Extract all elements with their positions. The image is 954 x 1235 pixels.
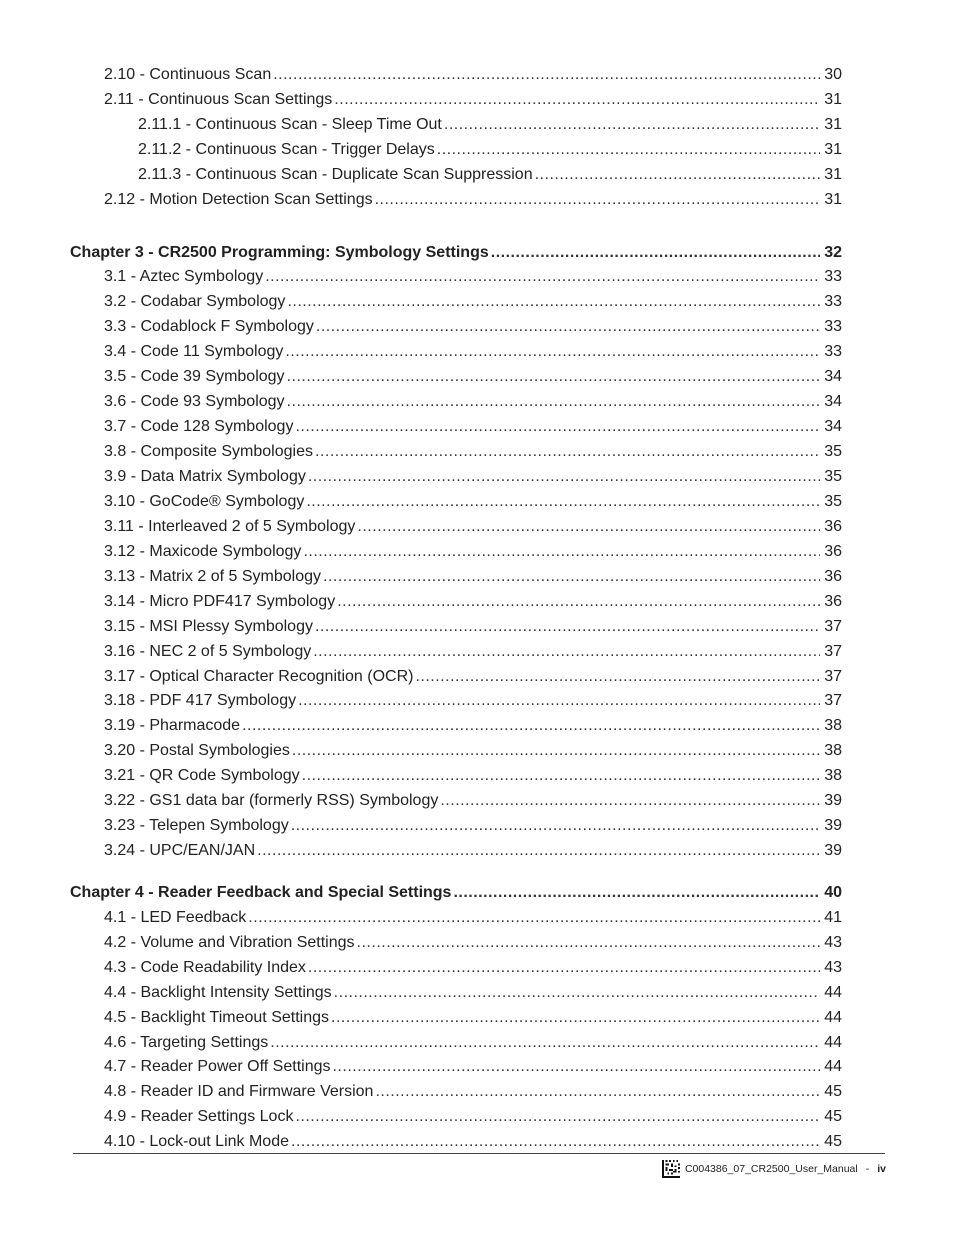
dot-leader xyxy=(375,1081,820,1103)
dot-leader xyxy=(287,366,821,388)
toc-entry-title: 3.20 - Postal Symbologies xyxy=(104,742,290,759)
toc-entry-title: 4.1 - LED Feedback xyxy=(104,909,247,926)
toc-entry-page: 37 xyxy=(824,692,842,709)
toc-entry-page: 34 xyxy=(824,368,842,385)
toc-entry-title: 4.2 - Volume and Vibration Settings xyxy=(104,934,355,951)
toc-entry[interactable] xyxy=(104,815,842,837)
toc-entry-page: 31 xyxy=(824,191,842,208)
toc-entry-page: 43 xyxy=(824,934,842,951)
toc-entry[interactable] xyxy=(104,715,842,737)
toc-entry[interactable] xyxy=(104,541,842,563)
toc-entry[interactable] xyxy=(104,1081,842,1103)
toc-entry-page: 35 xyxy=(824,468,842,485)
toc-entry-title: 2.10 - Continuous Scan xyxy=(104,66,272,83)
dot-leader xyxy=(415,666,820,688)
toc-entry-title: 4.10 - Lock-out Link Mode xyxy=(104,1133,289,1150)
toc-entry-title: 3.21 - QR Code Symbology xyxy=(104,767,300,784)
dot-leader xyxy=(291,815,820,837)
toc-entry-title: 3.10 - GoCode® Symbology xyxy=(104,493,305,510)
toc-entry-title: 3.8 - Composite Symbologies xyxy=(104,443,313,460)
dot-leader xyxy=(316,316,820,338)
toc-entry-page: 44 xyxy=(824,984,842,1001)
toc-entry[interactable] xyxy=(104,366,842,388)
dot-leader xyxy=(334,89,820,111)
toc-entry[interactable] xyxy=(104,790,842,812)
dot-leader xyxy=(273,64,820,86)
footer-divider xyxy=(73,1153,885,1154)
toc-entry-title: 3.5 - Code 39 Symbology xyxy=(104,368,285,385)
dot-leader xyxy=(257,840,820,862)
toc-entry-title: 3.23 - Telepen Symbology xyxy=(104,817,289,834)
dot-leader xyxy=(375,189,821,211)
toc-entry-title: 4.7 - Reader Power Off Settings xyxy=(104,1058,331,1075)
dot-leader xyxy=(291,1131,820,1153)
toc-entry[interactable] xyxy=(104,666,842,688)
dot-leader xyxy=(308,957,820,979)
dot-leader xyxy=(315,441,820,463)
toc-entry[interactable] xyxy=(104,441,842,463)
dot-leader xyxy=(440,790,820,812)
toc-entry-title: 2.11.2 - Continuous Scan - Trigger Delays xyxy=(138,141,435,158)
toc-entry-title: 4.9 - Reader Settings Lock xyxy=(104,1108,294,1125)
toc-entry-title: 2.11 - Continuous Scan Settings xyxy=(104,91,333,108)
toc-entry[interactable] xyxy=(104,1131,842,1153)
toc-entry-page: 44 xyxy=(824,1058,842,1075)
toc-entry[interactable] xyxy=(104,416,842,438)
toc-entry-page: 35 xyxy=(824,493,842,510)
toc-entry-page: 31 xyxy=(824,141,842,158)
toc-entry-page: 38 xyxy=(824,767,842,784)
toc-entry-title: 3.1 - Aztec Symbology xyxy=(104,268,264,285)
dot-leader xyxy=(437,139,820,161)
toc-entry-title: 3.19 - Pharmacode xyxy=(104,717,241,734)
dot-leader xyxy=(357,932,821,954)
toc-entry-title: 3.22 - GS1 data bar (formerly RSS) Symbology xyxy=(104,792,439,809)
document-id: C004386_07_CR2500_User_Manual xyxy=(684,1163,858,1175)
toc-entry-page: 39 xyxy=(824,792,842,809)
toc-entry[interactable] xyxy=(104,516,842,538)
toc-entry-title: 3.18 - PDF 417 Symbology xyxy=(104,692,297,709)
dot-leader xyxy=(303,541,820,563)
toc-entry-page: 36 xyxy=(824,518,842,535)
toc-entry-title: 4.3 - Code Readability Index xyxy=(104,959,306,976)
dot-leader xyxy=(270,1032,820,1054)
toc-entry-page: 33 xyxy=(824,268,842,285)
toc-entry-title: 3.17 - Optical Character Recognition (OCR) xyxy=(104,668,414,685)
toc-entry-title: Chapter 4 - Reader Feedback and Special Settings xyxy=(70,884,452,901)
dot-leader xyxy=(287,291,820,313)
dot-leader xyxy=(331,1007,820,1029)
dot-leader xyxy=(306,491,820,513)
toc-entry-title: 3.14 - Micro PDF417 Symbology xyxy=(104,593,336,610)
toc-entry[interactable] xyxy=(104,690,842,712)
toc-entry[interactable] xyxy=(104,591,842,613)
dot-leader xyxy=(287,391,821,413)
toc-entry[interactable] xyxy=(104,391,842,413)
toc-entry-page: 40 xyxy=(824,884,842,901)
dot-leader xyxy=(302,765,821,787)
page-number: iv xyxy=(877,1163,886,1175)
toc-entry[interactable] xyxy=(104,1106,842,1128)
dot-leader xyxy=(313,641,820,663)
toc-entry-page: 41 xyxy=(824,909,842,926)
toc-entry-title: 3.15 - MSI Plessy Symbology xyxy=(104,618,313,635)
dot-leader xyxy=(265,266,820,288)
toc-entry-title: 3.3 - Codablock F Symbology xyxy=(104,318,314,335)
toc-entry[interactable] xyxy=(104,266,842,288)
toc-entry-title: 3.13 - Matrix 2 of 5 Symbology xyxy=(104,568,321,585)
toc-entry[interactable] xyxy=(104,982,842,1004)
dot-leader xyxy=(332,1056,820,1078)
toc-entry-title: 3.2 - Codabar Symbology xyxy=(104,293,286,310)
toc-entry-page: 34 xyxy=(824,418,842,435)
toc-entry-page: 31 xyxy=(824,116,842,133)
toc-entry-title: 3.16 - NEC 2 of 5 Symbology xyxy=(104,643,312,660)
toc-entry[interactable] xyxy=(104,641,842,663)
dot-leader xyxy=(334,982,821,1004)
toc-entry-title: 3.6 - Code 93 Symbology xyxy=(104,393,285,410)
toc-entry-page: 33 xyxy=(824,343,842,360)
page-footer xyxy=(662,1160,886,1178)
toc-entry-page: 44 xyxy=(824,1009,842,1026)
dot-leader xyxy=(308,466,820,488)
dot-leader xyxy=(285,341,820,363)
toc-entry-page: 34 xyxy=(824,393,842,410)
toc-entry-title: 2.11.1 - Continuous Scan - Sleep Time Out xyxy=(138,116,442,133)
toc-entry[interactable] xyxy=(104,765,842,787)
toc-entry-page: 36 xyxy=(824,543,842,560)
toc-entry[interactable] xyxy=(104,1032,842,1054)
toc-entry-page: 37 xyxy=(824,618,842,635)
toc-entry-page: 33 xyxy=(824,318,842,335)
toc-entry[interactable] xyxy=(104,189,842,211)
dot-leader xyxy=(248,907,820,929)
toc-entry[interactable] xyxy=(104,291,842,313)
toc-entry-title: 3.12 - Maxicode Symbology xyxy=(104,543,302,560)
dot-leader xyxy=(298,690,820,712)
toc-entry-page: 38 xyxy=(824,717,842,734)
dot-leader xyxy=(444,114,820,136)
toc-entry-page: 45 xyxy=(824,1133,842,1150)
dot-leader xyxy=(357,516,820,538)
toc-entry-title: 4.6 - Targeting Settings xyxy=(104,1034,269,1051)
toc-entry-title: 4.4 - Backlight Intensity Settings xyxy=(104,984,332,1001)
toc-entry[interactable] xyxy=(104,957,842,979)
dot-leader xyxy=(453,882,820,904)
toc-entry-page: 38 xyxy=(824,742,842,759)
toc-entry[interactable] xyxy=(138,139,842,161)
toc-entry-title: 3.7 - Code 128 Symbology xyxy=(104,418,294,435)
dot-leader xyxy=(337,591,820,613)
toc-entry[interactable] xyxy=(104,932,842,954)
dot-leader xyxy=(295,416,820,438)
toc-entry[interactable] xyxy=(104,740,842,762)
toc-entry[interactable] xyxy=(104,491,842,513)
toc-entry-title: 4.5 - Backlight Timeout Settings xyxy=(104,1009,329,1026)
toc-entry-page: 30 xyxy=(824,66,842,83)
toc-chapter-entry[interactable] xyxy=(70,242,842,264)
toc-entry[interactable] xyxy=(104,1056,842,1078)
dot-leader xyxy=(292,740,820,762)
toc-entry[interactable] xyxy=(138,164,842,186)
toc-entry-title: 3.9 - Data Matrix Symbology xyxy=(104,468,306,485)
toc-entry-page: 43 xyxy=(824,959,842,976)
toc-entry-title: 3.11 - Interleaved 2 of 5 Symbology xyxy=(104,518,356,535)
toc-entry-page: 44 xyxy=(824,1034,842,1051)
toc-entry[interactable] xyxy=(104,89,842,111)
toc-entry-page: 39 xyxy=(824,817,842,834)
toc-entry[interactable] xyxy=(138,114,842,136)
toc-entry-title: 3.24 - UPC/EAN/JAN xyxy=(104,842,256,859)
toc-entry[interactable] xyxy=(104,566,842,588)
dot-leader xyxy=(315,616,820,638)
toc-entry-title: 3.4 - Code 11 Symbology xyxy=(104,343,284,360)
toc-entry[interactable] xyxy=(104,840,842,862)
toc-entry-page: 32 xyxy=(824,244,842,261)
toc-chapter-entry[interactable] xyxy=(70,882,842,904)
toc-entry[interactable] xyxy=(104,316,842,338)
toc-entry-page: 37 xyxy=(824,643,842,660)
footer-separator: - xyxy=(865,1163,870,1175)
dot-leader xyxy=(491,242,820,264)
dot-leader xyxy=(535,164,821,186)
dot-leader xyxy=(295,1106,820,1128)
dot-leader xyxy=(323,566,820,588)
toc-entry-page: 31 xyxy=(824,166,842,183)
toc-entry-page: 39 xyxy=(824,842,842,859)
toc-entry-page: 37 xyxy=(824,668,842,685)
toc-entry-title: 4.8 - Reader ID and Firmware Version xyxy=(104,1083,374,1100)
toc-entry-page: 35 xyxy=(824,443,842,460)
toc-entry[interactable] xyxy=(104,1007,842,1029)
toc-entry-title: Chapter 3 - CR2500 Programming: Symbology Settings xyxy=(70,244,489,261)
toc-entry[interactable] xyxy=(104,616,842,638)
toc-entry[interactable] xyxy=(104,341,842,363)
toc-entry-page: 33 xyxy=(824,293,842,310)
toc-entry[interactable] xyxy=(104,466,842,488)
toc-entry-title: 2.12 - Motion Detection Scan Settings xyxy=(104,191,373,208)
toc-entry-page: 45 xyxy=(824,1108,842,1125)
toc-entry-page: 45 xyxy=(824,1083,842,1100)
toc-entry-page: 36 xyxy=(824,568,842,585)
toc-entry-title: 2.11.3 - Continuous Scan - Duplicate Scan Suppression xyxy=(138,166,533,183)
toc-entry-page: 31 xyxy=(824,91,842,108)
toc-entry-page: 36 xyxy=(824,593,842,610)
toc-entry[interactable] xyxy=(104,64,842,86)
data-matrix-code-icon xyxy=(662,1160,680,1178)
toc-entry[interactable] xyxy=(104,907,842,929)
dot-leader xyxy=(242,715,820,737)
